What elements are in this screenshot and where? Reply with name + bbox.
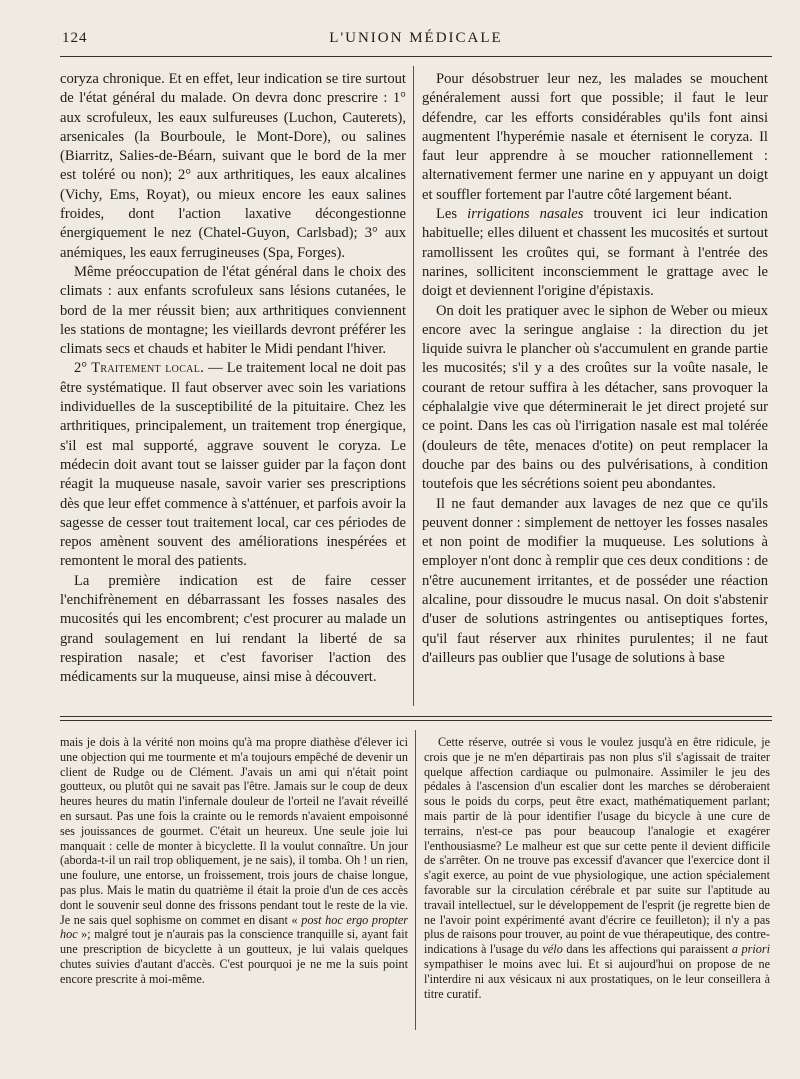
section-number: 2° xyxy=(74,360,92,377)
article-paragraph: Même préoccupation de l'état général dans le choix des climats : aux enfants scrofuleux sans lésions cutanées, le bord de la mer réussit bien; aux arthritiques conviennent les stations de montagne; les vieillards devront préférer les climats secs et chauds et habiter le Midi pendant l'hiver. xyxy=(60,263,406,358)
feuilleton-paragraph xyxy=(60,735,408,987)
article-paragraph: Il ne faut demander aux lavages de nez que ce qu'ils peuvent donner : simplement de nettoyer les fosses nasales et non point de modifier la muqueuse. Les solutions à employer n'ont donc à remplir que ces deux conditions : de n'être aucunement irritantes, et de posséder une réaction alcaline, pour dissoudre le mucus nasal. On doit s'abstenir d'user de solutions astringentes ou antiseptiques fortes, qu'il faut réserver aux rhinites purulentes; il ne faut d'ailleurs pas oublier que l'usage de solutions à base xyxy=(422,495,768,666)
section-text: — Le traitement local ne doit pas être systématique. Il faut observer avec soin les variations individuelles de la susceptibilité de la pituitaire. Chez les arthritiques, principalement, un traitement trop énergique, s'il est mal supporté, aggrave souvent le coryza. Le médecin doit avant tout se laisser guider par la façon dont réagit la muqueuse nasale, savoir varier ses prescriptions dès que leur effet commence à s'atténuer, et parfois avoir la sagesse de cesser tout traitement local, car ces périodes de repos amènent souvent des améliorations inespérées et remontent le moral des patients. xyxy=(60,360,406,570)
header-rule xyxy=(60,56,772,57)
running-head xyxy=(62,30,770,52)
feuilleton-rule-top xyxy=(60,716,772,717)
feuilleton-text: dans les affections qui paraissent xyxy=(562,942,732,957)
feuilleton-text: mais je dois à la vérité non moins qu'à ma propre diathèse d'élever ici une objection qui me tourmente et m'a toujours empêché de devenir un client de Rudge ou de Clément. J'avais un ami qui n'était point goutteux, ou plutôt qui ne savait pas l'être. Jamais sur le coup de deux heures heures du matin l'infernale douleur de l'orteil ne l'avait réveillé en sursaut. Pas une fois la crainte ou le remords n'avaient empoisonné ses jouissances de gourmet. C'était un heureux. Une seule joie lui manquait : celle de monter à bicyclette. Il la voulut connaître. Un jour (aborda-t-il un rail trop obliquement, je ne sais), il tomba. Oh ! un rien, une foulure, une entorse, un froissement, trois jours de chaise longue, pas plus. Mais le matin du quatrième il était la proie d'un de ces accès dont le souvenir seul donne des frissons pendant tout le reste de la vie. Je ne sais quel sophisme on commet en disant « xyxy=(60,735,408,927)
feuilleton-column-right xyxy=(424,735,770,1001)
emphasis-term: vélo xyxy=(542,942,563,957)
article-paragraph: La première indication est de faire cesser l'enchifrènement en débarrassant les fosses nasales des mucosités qui les encombrent; c'est procurer au malade un grand soulagement en lui rendant la liberté de sa respiration nasale; et c'est favoriser l'action des médicaments sur la muqueuse, ainsi mise à découvert. xyxy=(60,572,406,686)
page-number: 124 xyxy=(62,30,88,46)
article-paragraph xyxy=(422,205,768,301)
feuilleton-text: sympathiser le moins avec lui. Et si aujourd'hui on propose de ne l'interdire ni aux vésicaux ni aux prostatiques, on le leur conseillera à titre curatif. xyxy=(424,956,770,1001)
journal-title: L'UNION MÉDICALE xyxy=(329,30,503,46)
section-heading: Traitement local. xyxy=(91,360,205,377)
paragraph-text: trouvent ici leur indication habituelle; elles diluent et chassent les mucosités et surtout ramollissent les croûtes qui, se formant à l'entrée des narines, sollicitent inconsciemment le grattage avec le doigt et deviennent l'origine d'épistaxis. xyxy=(422,206,768,300)
column-divider xyxy=(413,66,414,706)
article-paragraph: coryza chronique. Et en effet, leur indication se tire surtout de l'état général du malade. On devra donc prescrire : 1° aux scrofuleux, les eaux sulfureuses (Luchon, Cauterets), arsenicales (la Bourboule, le Mont-Dore), ou salines (Biarritz, Salies-de-Béarn, suivant que le bord de la mer est toléré ou non); 2° aux arthritiques, les eaux alcalines (Vichy, Ems, Royat), ou mieux encore les eaux salines froides, dont l'action laxative décongestionne énergiquement le nez (Chatel-Guyon, Carlsbad); 3° aux anémiques, les eaux ferrugineuses (Spa, Forges). xyxy=(60,71,406,261)
article-paragraph xyxy=(60,359,406,571)
emphasis-term: a priori xyxy=(731,942,770,957)
feuilleton-text: »; malgré tout je n'aurais pas la conscience tranquille si, ayant fait une prescription de bicyclette à un goutteux, je lui valais quelques chutes suivies d'autant d'accès. C'est pourquoi je ne me la suis point encore prescrite à moi-même. xyxy=(60,927,408,986)
feuilleton-column-divider xyxy=(415,730,416,1030)
article-column-right xyxy=(422,70,768,668)
feuilleton-text: Cette réserve, outrée si vous le voulez jusqu'à en être ridicule, je crois que je ne m'en départirais pas non plus s'il s'agissait de traiter quelque affection cardiaque ou pulmonaire. Assimiler le jeu des pédales à l'ascension d'un escalier dont les marches se déroberaient sous le poids du corps, peut être exact, mathématiquement parlant; mais partir de là pour identifier l'usage du bicycle à une cure de terrains, n'est-ce pas pour beaucoup l'analogie et exagérer l'enthousiasme? Le malheur est que sur cette pente il devient difficile de s'arrêter. On ne trouve pas excessif d'avancer que l'exercice dont il s'agit exerce, au point de vue physiologique, une action spécialement favorable sur la circulation cérébrale et par suite sur l'aptitude au travail intellectuel, sur le développement de l'esprit (je regrette bien de ne l'avoir point expérimenté avant d'écrire ce feuilleton); il n'y a pas plus de raisons pour trouver, au point de vue thérapeutique, des contre-indications à l'usage du xyxy=(424,735,770,957)
latin-quote: post hoc ergo propter hoc xyxy=(60,912,408,942)
feuilleton-column-left xyxy=(60,735,408,987)
emphasis-term: irrigations nasales xyxy=(467,206,584,223)
feuilleton-rule-bottom xyxy=(60,720,772,721)
feuilleton-paragraph xyxy=(424,735,770,1001)
article-paragraph: On doit les pratiquer avec le siphon de Weber ou mieux encore avec la seringue anglaise : la direction du jet liquide suivra le plancher où s'accumulent en grande partie les mucosités; s'il y a des croûtes sur la voûte nasale, le courant de retour suffira à les détacher, sans provoquer la céphalalgie vive que déterminerait le jet direct projeté sur ce point. Dans les cas où l'irrigation nasale est mal tolérée (douleurs de tête, menaces d'otite) on peut remplacer la douche par des bains ou des pulvérisations, à condition toutefois que les sécrétions soient peu abondantes. xyxy=(422,302,768,493)
article-paragraph: Pour désobstruer leur nez, les malades se mouchent généralement aussi fort que possible; il faut le leur défendre, car les efforts considérables qu'ils font ainsi augmentent l'hyperémie nasale et éternisent le coryza. Il faut leur apprendre à se moucher rationnellement : alternativement fermer une narine en y appuyant un doigt et souffler fortement par l'autre côté largement béant. xyxy=(422,71,768,203)
article-column-left xyxy=(60,70,406,688)
paragraph-lead: Les xyxy=(436,206,468,223)
